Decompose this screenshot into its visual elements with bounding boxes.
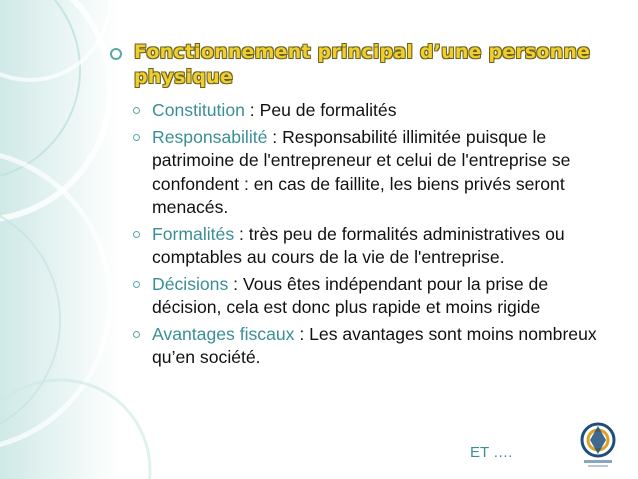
bullet-icon <box>133 134 140 141</box>
bullet-list <box>133 99 613 373</box>
bullet-icon <box>133 281 140 288</box>
list-item <box>133 323 613 370</box>
title-row <box>110 40 610 90</box>
item-text: : Vous êtes indépendant pour la prise de décision, cela est donc plus rapide et moins rigide <box>152 273 549 317</box>
item-term: Formalités <box>152 223 235 244</box>
item-text: : Les avantages sont moins nombreux qu’en société. <box>152 323 597 367</box>
item-text: : très peu de formalités administratives ou comptables au cours de la vie de l'entreprise. <box>152 223 565 267</box>
list-item <box>133 223 613 270</box>
logo-icon <box>576 420 620 470</box>
bullet-icon <box>133 107 140 114</box>
bullet-icon <box>133 331 140 338</box>
item-text: : Peu de formalités <box>244 100 397 120</box>
item-term: Constitution <box>152 100 245 120</box>
slide-title: Fonctionnement principal d’une personne physique <box>134 41 591 88</box>
list-item <box>133 273 613 320</box>
list-item <box>133 99 613 123</box>
item-term: Avantages fiscaux <box>152 323 295 344</box>
bullet-icon <box>133 231 140 238</box>
list-item <box>133 126 613 220</box>
footer-note: ET …. <box>470 444 513 461</box>
item-text: : Responsabilité illimitée puisque le patrimoine de l'entrepreneur et celui de l'entreprise se confondent : en cas de faillite, les biens privés seront menacés. <box>152 126 571 217</box>
item-term: Décisions <box>152 273 229 294</box>
item-term: Responsabilité <box>152 126 268 147</box>
title-bullet-icon <box>110 48 122 60</box>
